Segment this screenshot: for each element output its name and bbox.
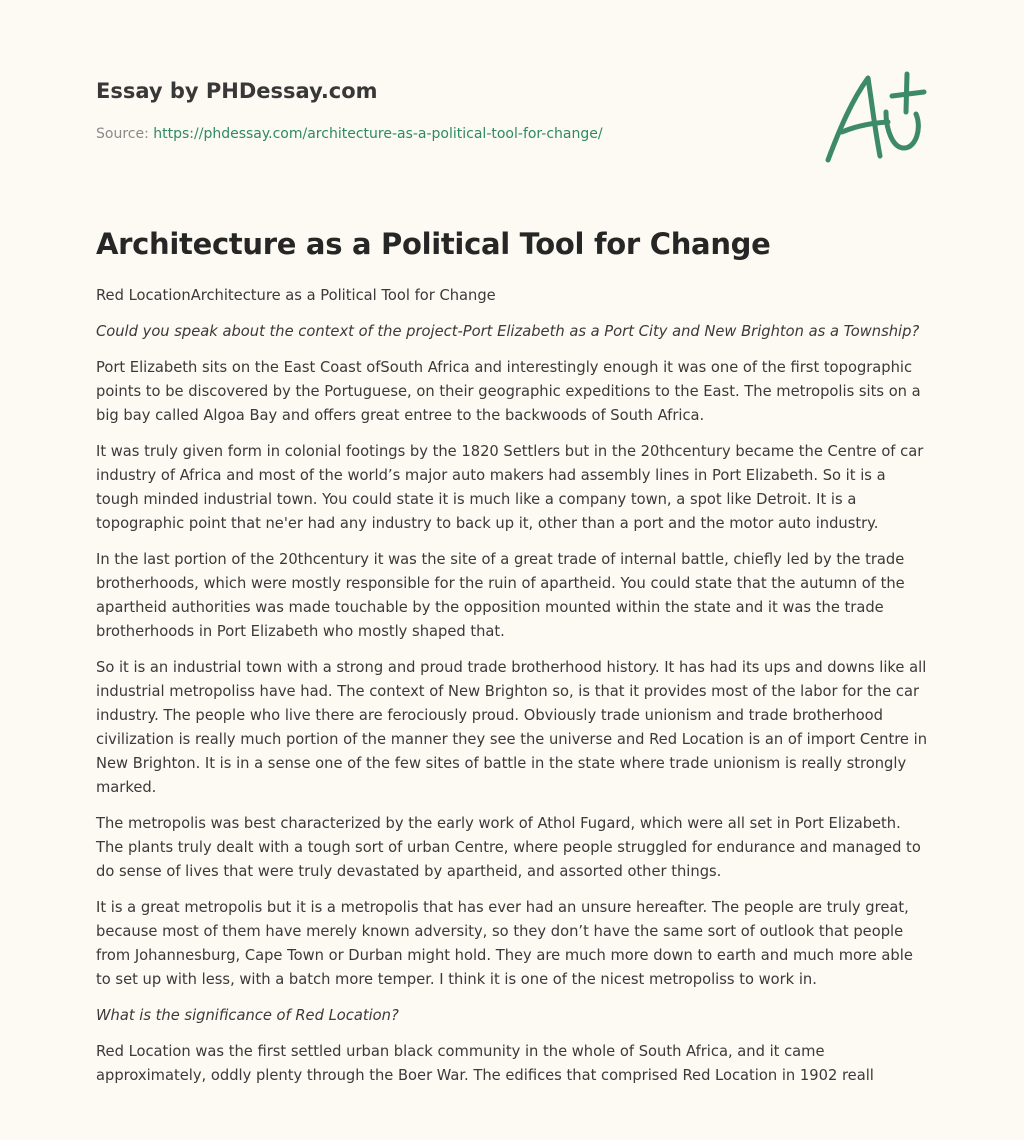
a-plus-grade-icon bbox=[818, 66, 930, 166]
essay-header bbox=[96, 78, 936, 144]
paragraph: Red LocationArchitecture as a Political Tool for Change bbox=[96, 287, 496, 304]
question-paragraph: Could you speak about the context of the project-Port Elizabeth as a Port City and New Brighton as a Township? bbox=[96, 323, 920, 340]
article bbox=[96, 224, 932, 1100]
question-paragraph: What is the significance of Red Location? bbox=[96, 1007, 399, 1024]
source-link[interactable]: https://phdessay.com/architecture-as-a-political-tool-for-change/ bbox=[153, 126, 603, 142]
paragraph: It was truly given form in colonial footings by the 1820 Settlers but in the 20thcentury became the Centre of car industry of Africa and most of the world’s major auto makers had assembly lines in Port Elizabeth. So it is a tough minded industrial town. You could state it is much like a company town, a spot like Detroit. It is a topographic point that ne'er had any industry to back up it, other than a port and the motor auto industry. bbox=[96, 443, 924, 532]
paragraph: Port Elizabeth sits on the East Coast ofSouth Africa and interestingly enough it was one of the first topographic points to be discovered by the Portuguese, on their geographic expeditions to the East. The metropolis sits on a big bay called Algoa Bay and offers great entree to the backwoods of South Africa. bbox=[96, 359, 921, 424]
paragraph: It is a great metropolis but it is a metropolis that has ever had an unsure hereafter. The people are truly great, because most of them have merely known adversity, so they don’t have the same sort of outlook that people from Johannesburg, Cape Town or Durban might hold. They are much more down to earth and much more able to set up with less, with a batch more temper. I think it is one of the nicest metropoliss to work in. bbox=[96, 899, 913, 988]
paragraph: In the last portion of the 20thcentury it was the site of a great trade of internal battle, chiefly led by the trade brotherhoods, which were mostly responsible for the ruin of apartheid. You could state that the autumn of the apartheid authorities was made touchable by the opposition mounted within the state and it was the trade brotherhoods in Port Elizabeth who mostly shaped that. bbox=[96, 551, 905, 640]
paragraph: So it is an industrial town with a strong and proud trade brotherhood history. It has had its ups and downs like all industrial metropoliss have had. The context of New Brighton so, is that it provides most of the labor for the car industry. The people who live there are ferociously proud. Obviously trade unionism and trade brotherhood civilization is really much portion of the manner they see the universe and Red Location is an of import Centre in New Brighton. It is in a sense one of the few sites of battle in the state where trade unionism is really strongly marked. bbox=[96, 659, 928, 796]
paragraph: Red Location was the first settled urban black community in the whole of South Africa, and it came approximately, oddly plenty through the Boer War. The edifices that comprised Red Location in 1902 reall bbox=[96, 1043, 874, 1084]
paragraph: The metropolis was best characterized by the early work of Athol Fugard, which were all set in Port Elizabeth. The plants truly dealt with a tough sort of urban Centre, where people struggled for endurance and managed to do sense of lives that were truly devastated by apartheid, and assorted other things. bbox=[96, 815, 921, 880]
article-title: Architecture as a Political Tool for Change bbox=[96, 227, 771, 261]
brand-title: Essay by PHDessay.com bbox=[96, 79, 378, 103]
source-label: Source: bbox=[96, 126, 154, 142]
source-line bbox=[96, 124, 936, 144]
